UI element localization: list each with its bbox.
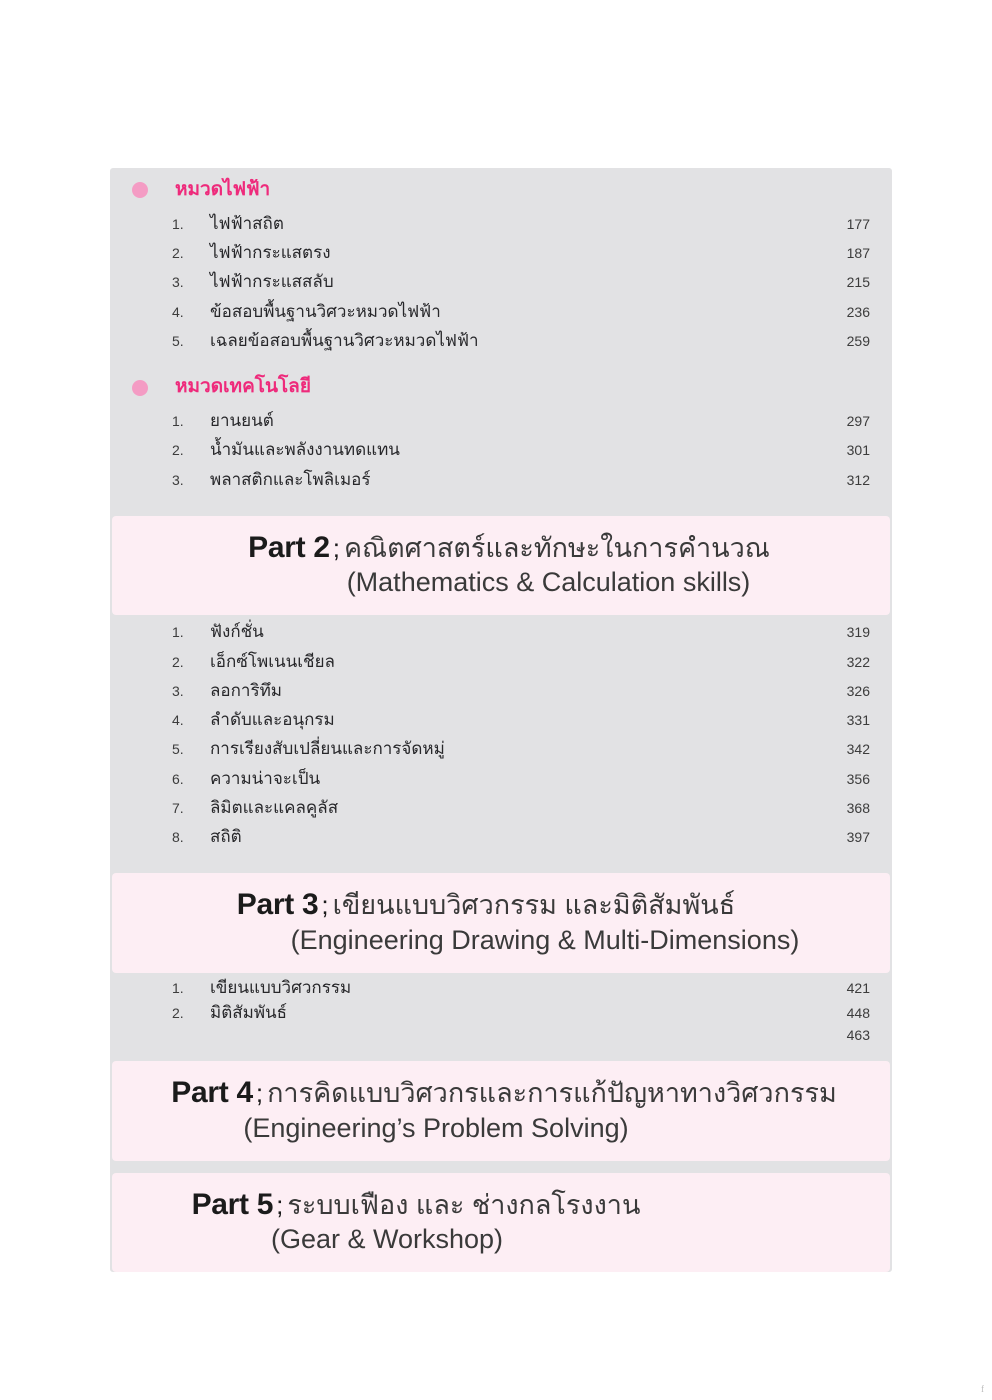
toc-entry[interactable] bbox=[110, 435, 892, 464]
entry-number: 2. bbox=[172, 653, 184, 670]
entry-number: 3. bbox=[172, 682, 184, 699]
entry-page-number: 421 bbox=[846, 979, 870, 996]
toc-entry[interactable] bbox=[110, 238, 892, 267]
part-separator: ; bbox=[332, 532, 340, 563]
part-title-thai: การคิดแบบวิศวกรและการแก้ปัญหาทางวิศวกรรม bbox=[267, 1078, 837, 1109]
part-list-2 bbox=[110, 615, 892, 861]
part-number-label: Part 4 bbox=[171, 1076, 253, 1110]
entry-page-number: 215 bbox=[846, 274, 870, 291]
entry-number: 1. bbox=[172, 979, 184, 996]
entry-number: 5. bbox=[172, 332, 184, 349]
part-banner-4 bbox=[112, 1061, 890, 1161]
toc-entry-orphan-page[interactable] bbox=[110, 1025, 892, 1045]
part-number-label: Part 3 bbox=[236, 888, 319, 922]
part-banner-line-english bbox=[112, 566, 890, 599]
part-banner-line-thai bbox=[112, 887, 890, 924]
toc-entry[interactable] bbox=[110, 617, 892, 646]
entry-page-number: 326 bbox=[846, 682, 870, 699]
toc-entry[interactable] bbox=[110, 676, 892, 705]
entry-page-number: 322 bbox=[846, 653, 870, 670]
page-corner-mark: f bbox=[981, 1384, 984, 1394]
entry-number: 2. bbox=[172, 1005, 184, 1022]
entry-title: ความน่าจะเป็น bbox=[210, 768, 321, 788]
part-list-3 bbox=[110, 973, 892, 1056]
part-number-label: Part 5 bbox=[191, 1187, 274, 1221]
toc-entry[interactable] bbox=[110, 975, 892, 1000]
entry-title: ข้อสอบพื้นฐานวิศวะหมวดไฟฟ้า bbox=[210, 301, 441, 321]
toc-entry[interactable] bbox=[110, 267, 892, 296]
entry-number: 1. bbox=[172, 624, 184, 641]
part-banner-2 bbox=[112, 516, 890, 616]
category-list-electrical bbox=[110, 207, 892, 365]
entry-number: 4. bbox=[172, 712, 184, 729]
entry-page-number: 187 bbox=[846, 245, 870, 262]
part-banner-line-thai bbox=[112, 1187, 890, 1224]
entry-page-number: 236 bbox=[846, 303, 870, 320]
entry-number: 1. bbox=[172, 215, 184, 232]
toc-entry[interactable] bbox=[110, 734, 892, 763]
entry-number: 5. bbox=[172, 741, 184, 758]
entry-title: น้ำมันและพลังงานทดแทน bbox=[210, 440, 400, 460]
entry-title: ลำดับและอนุกรม bbox=[210, 710, 335, 730]
part-banner-3 bbox=[112, 873, 890, 973]
entry-title: มิติสัมพันธ์ bbox=[210, 1003, 288, 1023]
entry-title: ฟังก์ชั่น bbox=[210, 622, 264, 642]
toc-entry[interactable] bbox=[110, 406, 892, 435]
bullet-dot-icon bbox=[132, 380, 148, 396]
toc-entry[interactable] bbox=[110, 1000, 892, 1025]
entry-title: เอ็กซ์โพเนนเชียล bbox=[210, 651, 335, 671]
part-banner-line-english bbox=[112, 1112, 890, 1145]
part-title-english: (Engineering’s Problem Solving) bbox=[243, 1112, 629, 1143]
entry-number: 8. bbox=[172, 829, 184, 846]
entry-page-number: 301 bbox=[846, 442, 870, 459]
entry-page-number: 259 bbox=[846, 332, 870, 349]
entry-number: 3. bbox=[172, 274, 184, 291]
part-banner-line-english bbox=[112, 1223, 890, 1256]
entry-page-number: 463 bbox=[846, 1027, 870, 1044]
entry-number: 2. bbox=[172, 245, 184, 262]
entry-title: ไฟฟ้าสถิต bbox=[210, 213, 284, 233]
part-title-thai: คณิตศาสตร์และทักษะในการคำนวณ bbox=[343, 532, 770, 563]
entry-number: 4. bbox=[172, 303, 184, 320]
toc-entry[interactable] bbox=[110, 326, 892, 355]
part-banner-line-english bbox=[112, 924, 890, 957]
part-number-label: Part 2 bbox=[248, 530, 330, 564]
spacer bbox=[110, 1161, 892, 1173]
entry-number: 3. bbox=[172, 471, 184, 488]
category-header-technology bbox=[110, 365, 892, 404]
toc-entry[interactable] bbox=[110, 764, 892, 793]
part-banner-line-thai bbox=[112, 530, 890, 567]
entry-number: 1. bbox=[172, 413, 184, 430]
entry-page-number: 342 bbox=[846, 741, 870, 758]
part-title-thai: เขียนแบบวิศวกรรม และมิติสัมพันธ์ bbox=[332, 890, 736, 921]
entry-page-number: 448 bbox=[846, 1005, 870, 1022]
entry-number: 6. bbox=[172, 770, 184, 787]
entry-title: ลอการิทึม bbox=[210, 680, 283, 700]
entry-title: เฉลยข้อสอบพื้นฐานวิศวะหมวดไฟฟ้า bbox=[210, 330, 479, 350]
entry-page-number: 331 bbox=[846, 712, 870, 729]
toc-entry[interactable] bbox=[110, 647, 892, 676]
toc-entry[interactable] bbox=[110, 297, 892, 326]
category-list-technology bbox=[110, 404, 892, 504]
category-header-electrical bbox=[110, 168, 892, 207]
entry-number: 7. bbox=[172, 799, 184, 816]
entry-title: ยานยนต์ bbox=[210, 411, 274, 431]
entry-page-number: 312 bbox=[846, 471, 870, 488]
spacer bbox=[110, 504, 892, 516]
part-banner-5 bbox=[112, 1173, 890, 1273]
entry-page-number: 297 bbox=[846, 413, 870, 430]
entry-number: 2. bbox=[172, 442, 184, 459]
toc-entry[interactable] bbox=[110, 209, 892, 238]
category-title: หมวดไฟฟ้า bbox=[175, 179, 271, 200]
entry-page-number: 397 bbox=[846, 829, 870, 846]
part-separator: ; bbox=[276, 1189, 284, 1220]
part-separator: ; bbox=[321, 890, 329, 921]
part-title-english: (Engineering Drawing & Multi-Dimensions) bbox=[290, 924, 800, 955]
entry-page-number: 177 bbox=[846, 215, 870, 232]
part-title-english: (Mathematics & Calculation skills) bbox=[346, 567, 751, 598]
entry-title: พลาสติกและโพลิเมอร์ bbox=[210, 469, 371, 489]
category-title: หมวดเทคโนโลยี bbox=[175, 376, 311, 398]
bullet-dot-icon bbox=[132, 182, 148, 198]
entry-page-number: 356 bbox=[846, 770, 870, 787]
entry-title: ลิมิตและแคลคูลัส bbox=[210, 797, 339, 817]
entry-title: ไฟฟ้ากระแสสลับ bbox=[210, 272, 334, 292]
entry-title: ไฟฟ้ากระแสตรง bbox=[210, 243, 331, 263]
entry-title: เขียนแบบวิศวกรรม bbox=[210, 977, 352, 997]
entry-page-number: 319 bbox=[846, 624, 870, 641]
toc-entry[interactable] bbox=[110, 705, 892, 734]
part-title-thai: ระบบเฟือง และ ช่างกลโรงงาน bbox=[287, 1189, 641, 1220]
spacer bbox=[110, 861, 892, 873]
part-separator: ; bbox=[255, 1078, 264, 1109]
entry-title: การเรียงสับเปลี่ยนและการจัดหมู่ bbox=[210, 739, 445, 759]
toc-entry[interactable] bbox=[110, 465, 892, 494]
toc-entry[interactable] bbox=[110, 793, 892, 822]
part-banner-line-thai bbox=[112, 1075, 890, 1112]
part-title-english: (Gear & Workshop) bbox=[270, 1224, 504, 1255]
table-of-contents-panel bbox=[110, 168, 892, 1272]
entry-title: สถิติ bbox=[210, 827, 242, 847]
toc-entry[interactable] bbox=[110, 822, 892, 851]
entry-page-number: 368 bbox=[846, 799, 870, 816]
